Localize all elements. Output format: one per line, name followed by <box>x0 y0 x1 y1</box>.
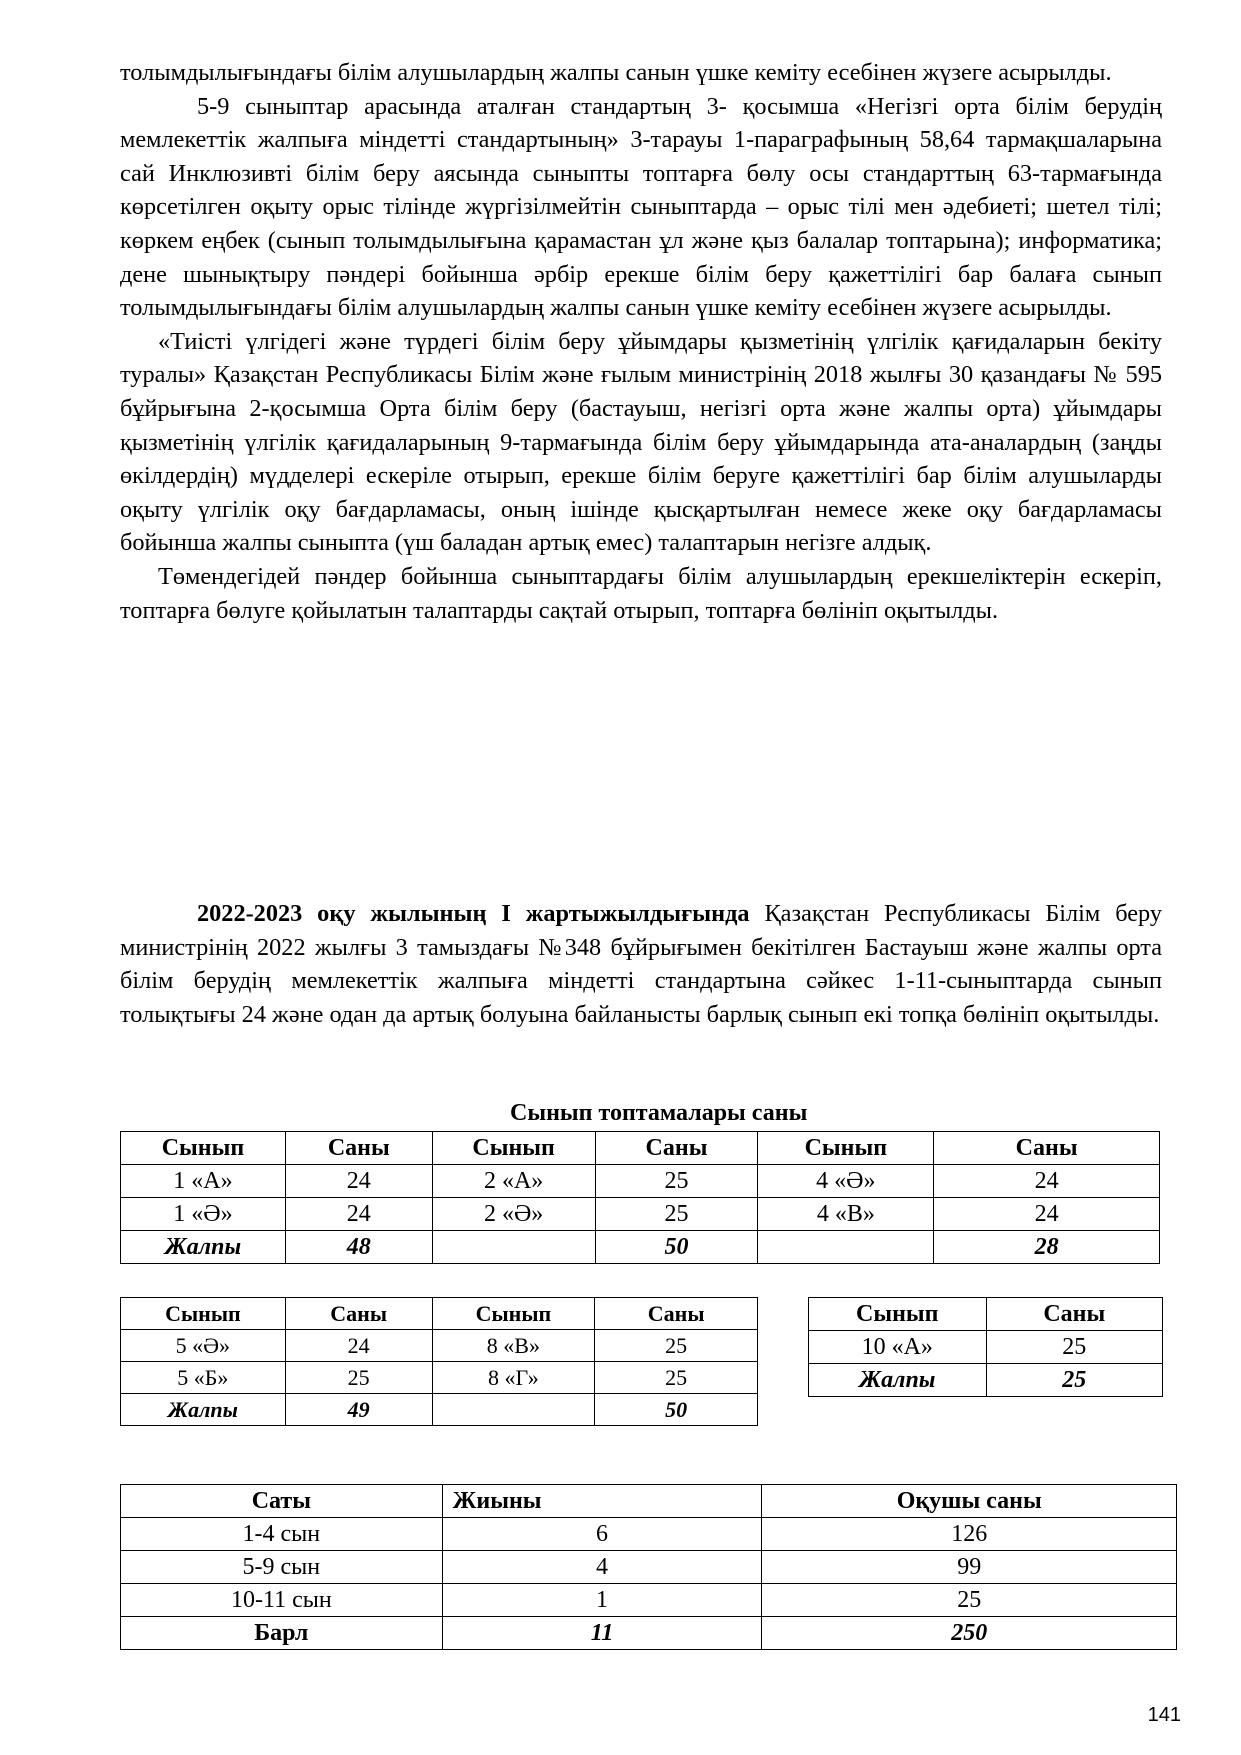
table-cell: 99 <box>762 1551 1177 1584</box>
page-number: 141 <box>1147 1704 1181 1726</box>
paragraph-1: толымдылығындағы білім алушылардың жалпы санын үшке кеміту есебінен жүзеге асырылды. <box>120 59 1112 86</box>
header-cell: Сынып <box>432 1298 595 1330</box>
header-cell: Саны <box>595 1298 758 1330</box>
table-total-row <box>121 1394 758 1426</box>
table-caption: Сынып топтамалары саны <box>510 1100 808 1126</box>
table-cell: 10-11 сын <box>121 1584 443 1617</box>
table-cell: 24 <box>934 1198 1160 1231</box>
total-cell: 50 <box>595 1231 758 1264</box>
total-cell <box>758 1231 934 1264</box>
total-cell: 11 <box>442 1617 762 1650</box>
header-cell: Сынып <box>432 1132 595 1165</box>
class-groups-table-2 <box>120 1297 758 1426</box>
table-row <box>809 1331 1163 1364</box>
total-cell: Барл <box>121 1617 443 1650</box>
total-cell: 49 <box>285 1394 432 1426</box>
header-cell: Саты <box>121 1485 443 1518</box>
paragraph-5-bold: 2022-2023 оқу жылының I жартыжылдығында <box>197 900 750 927</box>
header-cell: Сынып <box>809 1298 987 1331</box>
header-cell: Саны <box>285 1132 432 1165</box>
header-cell: Саны <box>934 1132 1160 1165</box>
paragraph-4: Төмендегідей пәндер бойынша сыныптардағы білім алушылардың ерекшеліктерін ескеріп, топтарға бөлуге қойылатын талаптарды сақтай отырып, топтарға бөлініп оқытылды. <box>120 562 1162 624</box>
table-cell: 10 «А» <box>809 1331 987 1364</box>
table-cell: 1 «А» <box>121 1165 286 1198</box>
class-groups-table-1 <box>120 1131 1160 1264</box>
total-cell: Жалпы <box>121 1231 286 1264</box>
table-cell: 24 <box>285 1198 432 1231</box>
table-row <box>121 1518 1177 1551</box>
header-cell: Сынып <box>121 1132 286 1165</box>
body-text-top <box>120 56 1162 627</box>
header-cell: Саны <box>986 1298 1162 1331</box>
table-cell: 25 <box>762 1584 1177 1617</box>
table-row <box>121 1330 758 1362</box>
table-cell: 6 <box>442 1518 762 1551</box>
table-header-row <box>121 1485 1177 1518</box>
table-total-row <box>121 1231 1160 1264</box>
paragraph-5 <box>120 897 1162 1031</box>
class-groups-table-3 <box>808 1297 1163 1397</box>
table-row <box>121 1362 758 1394</box>
table-cell: 5 «Ә» <box>121 1330 286 1362</box>
table-row <box>121 1584 1177 1617</box>
table-cell: 24 <box>285 1165 432 1198</box>
table-row <box>121 1198 1160 1231</box>
levels-summary-table <box>120 1484 1177 1650</box>
table-row <box>121 1165 1160 1198</box>
header-cell: Саны <box>595 1132 758 1165</box>
table-cell: 8 «Г» <box>432 1362 595 1394</box>
header-cell: Оқушы саны <box>762 1485 1177 1518</box>
header-cell: Саны <box>285 1298 432 1330</box>
header-cell: Сынып <box>758 1132 934 1165</box>
table-cell: 25 <box>986 1331 1162 1364</box>
table-total-row <box>121 1617 1177 1650</box>
table-cell: 25 <box>595 1198 758 1231</box>
total-cell: 28 <box>934 1231 1160 1264</box>
table-cell: 1 <box>442 1584 762 1617</box>
table-header-row <box>121 1298 758 1330</box>
table-header-row <box>809 1298 1163 1331</box>
total-cell: 25 <box>986 1364 1162 1397</box>
table-cell: 126 <box>762 1518 1177 1551</box>
table-cell: 2 «А» <box>432 1165 595 1198</box>
table-cell: 8 «В» <box>432 1330 595 1362</box>
table-row <box>121 1551 1177 1584</box>
paragraph-5-text: Қазақстан Республикасы Білім беру министрінің 2022 жылғы 3 тамыздағы №348 бұйрығымен бекітілген Бастауыш және жалпы орта білім берудің мемлекеттік жалпыға міндетті стандартына сәйкес 1-11-сыныптарда сынып толықтығы 24 және одан да артық болуына байланысты барлық сынып екі топқа бөлініп оқытылды. <box>120 900 1162 1028</box>
table-cell: 25 <box>595 1165 758 1198</box>
paragraph-3: «Тиісті үлгідегі және түрдегі білім беру ұйымдары қызметінің үлгілік қағидаларын бекіту туралы» Қазақстан Республикасы Білім және ғылым министрінің 2018 жылғы 30 қазандағы № 595 бұйрығына 2-қосымша Орта білім беру (бастауыш, негізгі орта және жалпы орта) ұйымдары қызметінің үлгілік қағидаларының 9-тармағында білім беру ұйымдарында ата-аналардың (заңды өкілдердің) мүдделері ескеріле отырып, ерекше білім беруге қажеттілігі бар білім алушыларды оқыту үлгілік оқу бағдарламасы, оның ішінде қысқартылған немесе жеке оқу бағдарламасы бойынша жалпы сыныпта (үш баладан артық емес) талаптарын негізге алдық. <box>120 327 1162 557</box>
table-cell: 1 «Ә» <box>121 1198 286 1231</box>
table-cell: 1-4 сын <box>121 1518 443 1551</box>
table-cell: 25 <box>595 1362 758 1394</box>
total-cell: 48 <box>285 1231 432 1264</box>
total-cell: Жалпы <box>809 1364 987 1397</box>
total-cell <box>432 1231 595 1264</box>
total-cell: 250 <box>762 1617 1177 1650</box>
body-text-middle <box>120 897 1162 1031</box>
table-cell: 24 <box>934 1165 1160 1198</box>
header-cell: Жиыны <box>442 1485 762 1518</box>
table-cell: 5 «Б» <box>121 1362 286 1394</box>
table-cell: 4 <box>442 1551 762 1584</box>
table-cell: 2 «Ә» <box>432 1198 595 1231</box>
table-cell: 4 «В» <box>758 1198 934 1231</box>
total-cell <box>432 1394 595 1426</box>
paragraph-2: 5-9 сыныптар арасында аталған стандартың 3- қосымша «Негізгі орта білім берудің мемлекеттік жалпыға міндетті стандартының» 3-тарауы 1-параграфының 58,64 тармақшаларына сай Инклюзивті білім беру аясында сыныпты топтарға бөлу осы стандарттың 63-тармағында көрсетілген оқыту орыс тілінде жүргізілмейтін сыныптарда – орыс тілі мен әдебиеті; шетел тілі; көркем еңбек (сынып толымдылығына қарамастан ұл және қыз балалар топтарына); информатика; дене шынықтыру пәндері бойынша әрбір ерекше білім беру қажеттілігі бар балаға сынып толымдылығындағы білім алушылардың жалпы санын үшке кеміту есебінен жүзеге асырылды. <box>120 92 1162 322</box>
table-cell: 4 «Ә» <box>758 1165 934 1198</box>
table-cell: 25 <box>285 1362 432 1394</box>
header-cell: Сынып <box>121 1298 286 1330</box>
table-cell: 25 <box>595 1330 758 1362</box>
table-cell: 24 <box>285 1330 432 1362</box>
total-cell: Жалпы <box>121 1394 286 1426</box>
table-header-row <box>121 1132 1160 1165</box>
total-cell: 50 <box>595 1394 758 1426</box>
table-cell: 5-9 сын <box>121 1551 443 1584</box>
table-total-row <box>809 1364 1163 1397</box>
